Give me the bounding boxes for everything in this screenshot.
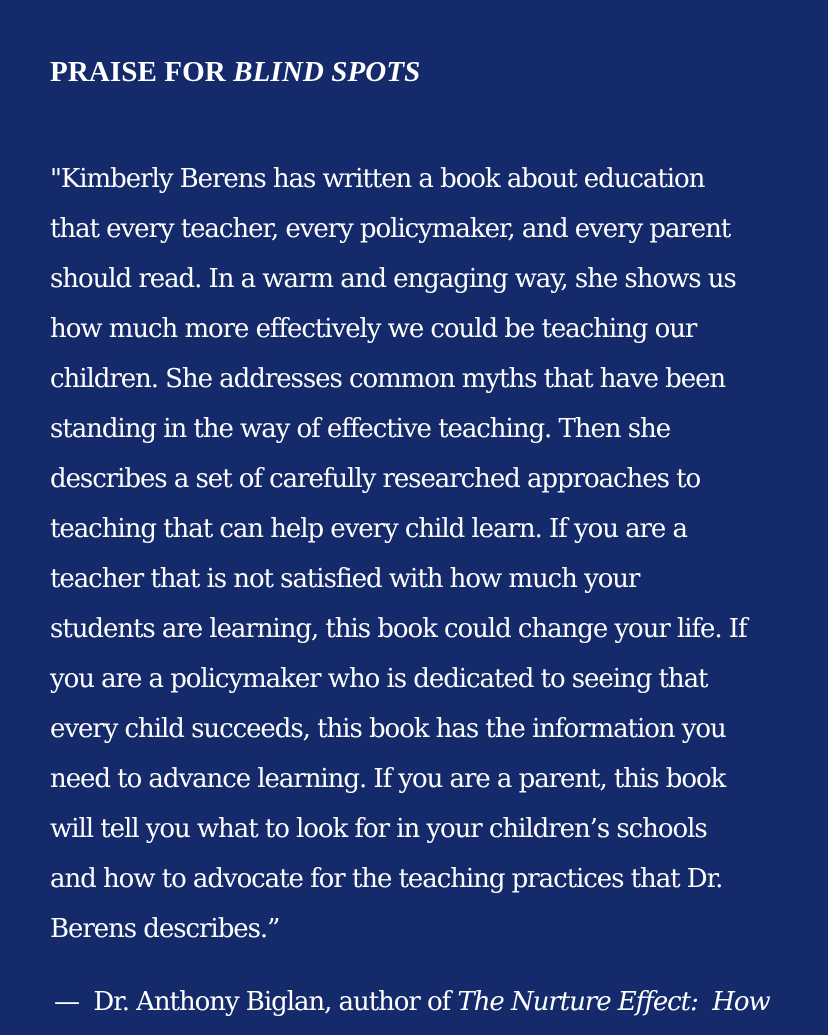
quote-attribution: [54, 980, 770, 1024]
quote-line: standing in the way of effective teaching. Then she: [50, 414, 671, 444]
praise-quote: [50, 154, 810, 954]
quote-line: that every teacher, every policymaker, and every parent: [50, 214, 731, 244]
quote-line: teaching that can help every child learn. If you are a: [50, 514, 687, 544]
quote-line: Berens describes.”: [50, 914, 280, 944]
quote-line: students are learning, this book could change your life. If: [50, 614, 747, 644]
attribution-dash: —: [54, 987, 79, 1017]
attribution-author: Dr. Anthony Biglan, author of: [93, 987, 451, 1017]
quote-line: describes a set of carefully researched approaches to: [50, 464, 701, 494]
quote-line: should read. In a warm and engaging way, she shows us: [50, 264, 736, 294]
praise-heading: [50, 52, 420, 92]
quote-line: children. She addresses common myths that have been: [50, 364, 726, 394]
quote-line: teacher that is not satisfied with how much your: [50, 564, 640, 594]
quote-line: every child succeeds, this book has the information you: [50, 714, 726, 744]
quote-line: you are a policymaker who is dedicated to seeing that: [50, 664, 708, 694]
heading-book-title: BLIND SPOTS: [233, 56, 421, 88]
quote-line: "Kimberly Berens has written a book about education: [50, 164, 705, 194]
quote-line: need to advance learning. If you are a parent, this book: [50, 764, 726, 794]
quote-line: how much more effectively we could be teaching our: [50, 314, 697, 344]
quote-line: and how to advocate for the teaching practices that Dr.: [50, 864, 723, 894]
heading-prefix: PRAISE FOR: [50, 56, 234, 88]
attribution-work-title: The Nurture Effect: How: [457, 987, 770, 1017]
quote-line: will tell you what to look for in your children’s schools: [50, 814, 707, 844]
